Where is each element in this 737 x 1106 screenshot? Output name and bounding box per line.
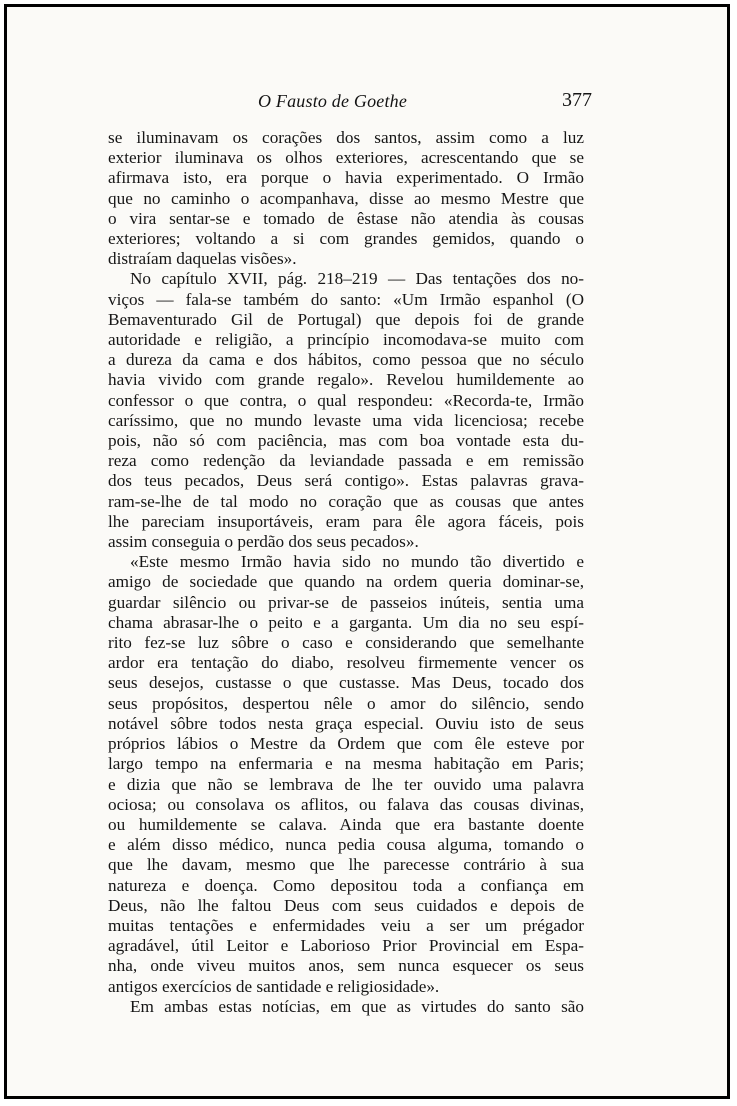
text-line: pois, não só com paciência, mas com boa vontade esta du- [108, 431, 584, 451]
text-line: chama abrasar-lhe o peito e a garganta. Um dia no seu espí- [108, 612, 584, 632]
text-line: muitas tentações e enfermidades veiu a ser um prégador [108, 915, 584, 935]
text-line: o vira sentar-se e tomado de êstase não atendia às cousas [108, 208, 584, 228]
text-line: largo tempo na enfermaria e na mesma habitação em Paris; [108, 754, 584, 774]
text-line: caríssimo, que no mundo levaste uma vida licenciosa; recebe [108, 410, 584, 430]
text-line: ou humildemente se calava. Ainda que era bastante doente [108, 814, 584, 834]
text-line: ociosa; ou consolava os aflitos, ou falava das cousas divinas, [108, 794, 584, 814]
text-line: notável sôbre todos nesta graça especial. Ouviu isto de seus [108, 713, 584, 733]
text-line: No capítulo XVII, pág. 218–219 — Das tentações dos no- [130, 269, 584, 289]
text-line: exteriores; voltando a si com grandes gemidos, quando o [108, 229, 584, 249]
text-line: guardar silêncio ou privar-se de passeios inúteis, sentia uma [108, 592, 584, 612]
page-number: 377 [562, 89, 592, 111]
text-line: nha, onde viveu muitos anos, sem nunca esquecer os seus [108, 956, 584, 976]
text-line: seus propósitos, despertou nêle o amor do silêncio, sendo [108, 693, 584, 713]
text-line: «Este mesmo Irmão havia sido no mundo tão divertido e [130, 552, 584, 572]
text-line: que lhe davam, mesmo que lhe parecesse contrário à sua [108, 855, 584, 875]
text-line: antigos exercícios de santidade e religiosidade». [108, 976, 440, 996]
text-line: ram-se-lhe de tal modo no coração que as cousas que antes [108, 491, 584, 511]
body-text [108, 128, 584, 1017]
text-line: e dizia que não se lembrava de lhe ter ouvido uma palavra [108, 774, 584, 794]
running-title: O Fausto de Goethe [258, 91, 408, 111]
text-line: distraíam daquelas visões». [108, 249, 297, 269]
text-line: próprios lábios o Mestre da Ordem que com êle esteve por [108, 734, 584, 754]
text-line: exterior iluminava os olhos exteriores, acrescentando que se [108, 148, 584, 168]
text-line: Deus, não lhe faltou Deus com seus cuidados e depois de [108, 895, 584, 915]
text-line: lhe pareciam insuportáveis, eram para êle agora fáceis, pois [108, 511, 584, 531]
text-line: viços — fala-se também do santo: «Um Irmão espanhol (O [108, 289, 584, 309]
text-line: e além disso médico, nunca pedia cousa alguma, tomando o [108, 835, 584, 855]
text-line: dos teus pecados, Deus será contigo». Estas palavras grava- [108, 471, 584, 491]
text-line: reza como redenção da leviandade passada e em remissão [108, 451, 584, 471]
text-line: rito fez-se luz sôbre o caso e considerando que semelhante [108, 633, 584, 653]
text-line: a dureza da cama e dos hábitos, como pessoa que no século [108, 350, 584, 370]
page-header [108, 91, 592, 119]
text-line: Bemaventurado Gil de Portugal) que depois foi de grande [108, 309, 584, 329]
text-line: assim conseguia o perdão dos seus pecados». [108, 532, 419, 552]
text-line: natureza e doença. Como depositou toda a confiança em [108, 875, 584, 895]
text-line: confessor o que contra, o qual respondeu: «Recorda-te, Irmão [108, 390, 584, 410]
text-line: que no caminho o acompanhava, disse ao mesmo Mestre que [108, 188, 584, 208]
text-line: afirmava isto, era porque o havia experimentado. O Irmão [108, 168, 584, 188]
text-line: se iluminavam os corações dos santos, assim como a luz [108, 128, 584, 147]
text-line: ardor era tentação do diabo, resolveu firmemente vencer os [108, 653, 584, 673]
text-line: amigo de sociedade que quando na ordem queria dominar-se, [108, 572, 584, 592]
text-line: autoridade e religião, a princípio incomodava-se muito com [108, 330, 584, 350]
text-line: havia vivido com grande regalo». Revelou humildemente ao [108, 370, 584, 390]
text-line: seus desejos, custasse o que custasse. Mas Deus, tocado dos [108, 673, 584, 693]
text-line: agradável, útil Leitor e Laborioso Prior Provincial em Espa- [108, 936, 584, 956]
text-line: Em ambas estas notícias, em que as virtudes do santo são [130, 996, 584, 1016]
